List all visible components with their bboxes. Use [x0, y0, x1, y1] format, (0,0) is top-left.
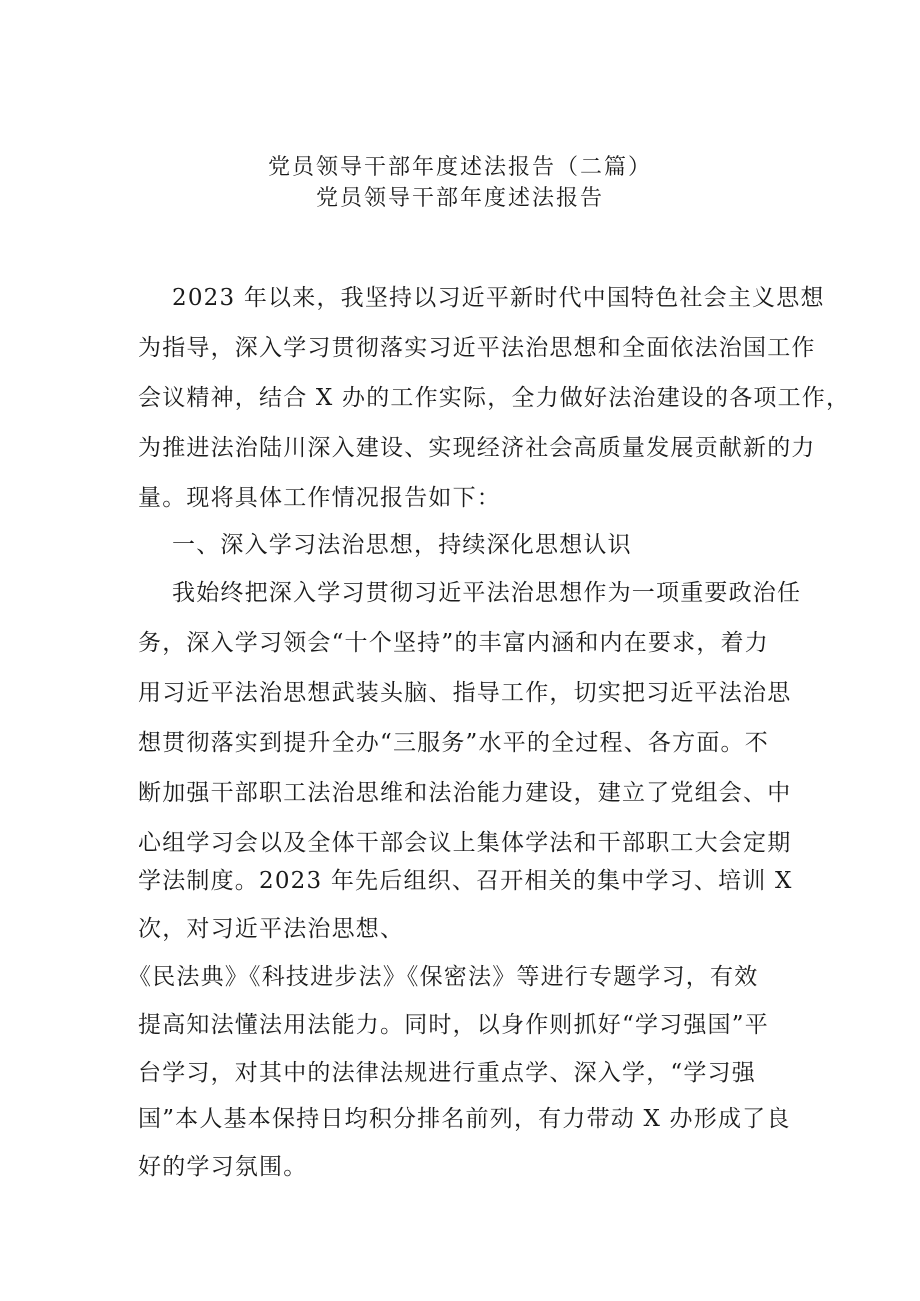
paragraph-line: 务，深入学习领会“十个坚持”的丰富内涵和内在要求，着力 [138, 630, 769, 656]
paragraph-line: 国”本人基本保持日均积分排名前列，有力带动 X 办形成了良 [138, 1106, 791, 1132]
document-title: 党员领导干部年度述法报告（二篇） [267, 155, 652, 180]
paragraph-line: 《民法典》《科技进步法》《保密法》等进行专题学习，有效 [128, 964, 759, 990]
paragraph-line: 台学习，对其中的法律法规进行重点学、深入学，“学习强 [138, 1060, 756, 1086]
paragraph-line: 断加强干部职工法治思维和法治能力建设，建立了党组会、中 [138, 780, 792, 806]
paragraph-line: 想贯彻落实到提升全办“三服务”水平的全过程、各方面。不 [138, 730, 769, 756]
section-heading: 一、深入学习法治思想，持续深化思想认识 [172, 532, 632, 558]
paragraph-line: 学法制度。2023 年先后组织、召开相关的集中学习、培训 X [138, 868, 793, 894]
paragraph-line: 会议精神，结合 X 办的工作实际，全力做好法治建设的各项工作， [138, 385, 851, 411]
paragraph-line: 提高知法懂法用法能力。同时，以身作则抓好“学习强国”平 [138, 1012, 769, 1038]
paragraph-line: 为推进法治陆川深入建设、实现经济社会高质量发展贡献新的力 [138, 435, 816, 461]
paragraph-line: 次，对习近平法治思想、 [138, 916, 405, 942]
paragraph-line: 量。现将具体工作情况报告如下： [138, 485, 501, 511]
paragraph-line: 为指导，深入学习贯彻落实习近平法治思想和全面依法治国工作 [138, 335, 816, 361]
paragraph-line: 心组学习会以及全体干部会议上集体学法和干部职工大会定期 [138, 830, 792, 856]
paragraph-line: 2023 年以来，我坚持以习近平新时代中国特色社会主义思想 [172, 285, 825, 311]
document-subtitle: 党员领导干部年度述法报告 [315, 186, 604, 211]
paragraph-line: 我始终把深入学习贯彻习近平法治思想作为一项重要政治任 [172, 580, 802, 606]
paragraph-line: 好的学习氛围。 [138, 1154, 308, 1180]
paragraph-line: 用习近平法治思想武装头脑、指导工作，切实把习近平法治思 [138, 680, 792, 706]
